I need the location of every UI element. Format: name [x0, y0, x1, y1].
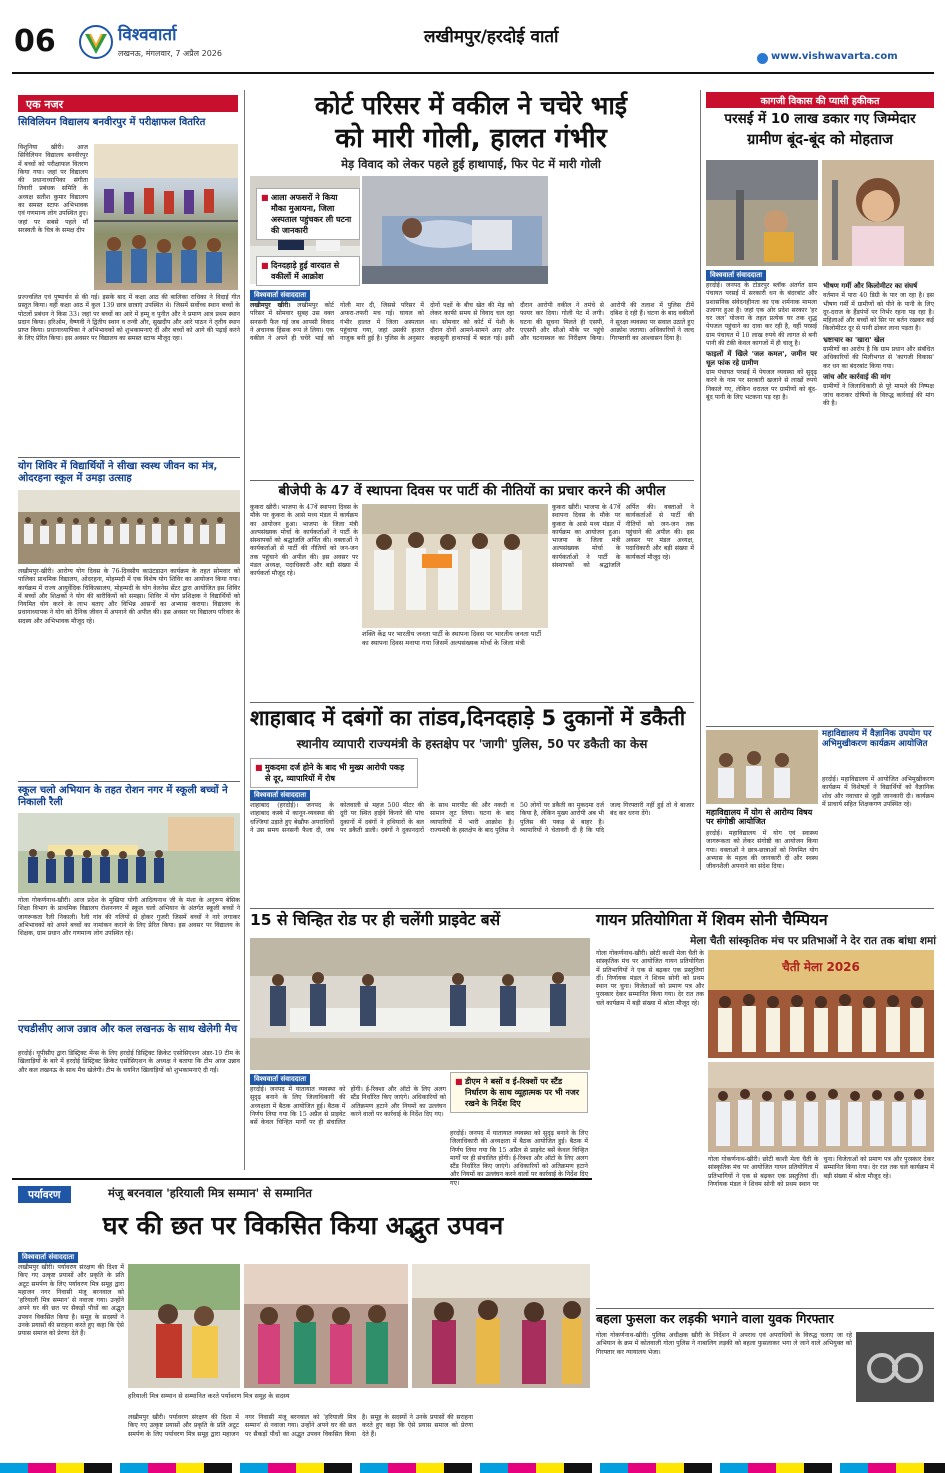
main-text-body: लखीमपुर कोर्ट परिसर में सोमवार सुबह उस वक्त सनसनी फैल गई जब आपसी विवाद ने अचानक हिंसक रूप ले लिया। एक वकील ने अपने ही चचेरे भाई को गोली मार दी, जिससे परिसर में अफरा-तफरी मच गई। घायल को गंभीर हालत में जिला अस्पताल पहुंचाया गया, जहां उसकी हालत नाजुक बनी हुई है। पुलिस के अनुसार दोनों पक्षों के बीच खेत की मेड़ को लेकर काफी समय से विवाद चल रहा था। सोमवार को कोर्ट में पेशी के दौरान दोनों आमने-सामने आए और कहासुनी हाथापाई में बदल गई। इसी दौरान आरोपी वकील ने तमंचे से फायर कर दिया। गोली पेट में लगी। घटना की सूचना मिलते ही एसपी, एएसपी और सीओ मौके पर पहुंचे और घटनास्थल का निरीक्षण किया। आरोपी की तलाश में पुलिस टीमें दबिश दे रही हैं। घटना के बाद वकीलों ने सुरक्षा व्यवस्था पर सवाल उठाते हुए आक्रोश जताया। अधिकारियों ने जल्द गिरफ्तारी का आश्वासन दिया है। [250, 302, 694, 343]
right-top-photo-1 [706, 160, 818, 266]
college-photo [706, 730, 818, 804]
road-headline: 15 से चिन्हित रोड पर ही चलेंगी प्राइवेट बसें [250, 911, 501, 929]
main-dateline: लखीमपुर खीरी। [250, 302, 291, 309]
right-top-text-e: ग्रामीणों ने जिलाधिकारी से पूरे मामले की निष्पक्ष जांच कराकर दोषियों के विरुद्ध कार्रवाई की मांग की है। [823, 383, 934, 407]
right-top-text-a: हरदोई। जनपद के टोडरपुर ब्लॉक अंतर्गत ग्राम पंचायत परसई में सरकारी धन के बंदरबांट और प्रशासनिक संवेदनहीनता का एक शर्मनाक मामला उजागर हुआ है। जहां एक ओर प्रदेश सरकार 'हर घर जल' योजना के तहत प्रत्येक घर तक शुद्ध पेयजल पहुंचाने का दावा कर रही है, वहीं परसई ग्राम पंचायत में 10 लाख रुपये की लागत से बनी पानी की टंकी केवल कागजों में ही चालू है। [706, 282, 817, 348]
brief1-headline: सिविलियन विद्यालय बनवीरपुर में परीक्षाफल वितरित [18, 117, 206, 128]
kidnap-text: गोला गोकर्णनाथ-खीरी। पुलिस अधीक्षक खीरी के निर्देशन में अपराध एवं अपराधियों के विरुद्ध चलाए जा रहे अभियान के क्रम में कोतवाली गोला पुलिस ने नाबालिग लड़की को बहला फुसलाकर भगा ले जाने वाले अभियुक्त को गिरफ्तार कर न्यायालय भेजा। [596, 1332, 852, 1356]
main-callout-1-text: आला अफसरों ने किया मौका मुआयना, जिला अस्पताल पहुंचकर ली घटना की जानकारी [271, 193, 352, 235]
registration-strip [0, 1463, 945, 1473]
main-callout-2: ■ दिनदहाड़े हुई वारदात से वकीलों में आक्रोश [256, 256, 360, 286]
brief3-text: गोला गोकर्णनाथ-खीरी। आज प्रदेश के मुखिया योगी आदित्यनाथ जी के मंशा के अनुरूप बेसिक शिक्षा विभाग के प्राथमिक विद्यालय रोशननगर में स्कूल चलो अभियान के अंतर्गत स्कूली बच्चों ने जागरूकता रैली निकाली। रैली गांव की गलियों से होकर गुजरी जिसमें बच्चों ने नारे लगाकर अभिभावकों को अपने बच्चों का नामांकन कराने के लिए प्रेरित किया। इस अवसर पर विद्यालय के शिक्षक, ग्राम प्रधान और गणमान्य लोग उपस्थित रहे। [18, 897, 240, 938]
singing-text: गोला गोकर्णनाथ-खीरी। छोटी काशी मेला चैती के सांस्कृतिक मंच पर आयोजित गायन प्रतियोगिता में प्रतिभागियों ने एक से बढ़कर एक प्रस्तुतियां दीं। निर्णायक मंडल ने शिवम सोनी को प्रथम स्थान पर चुना। विजेताओं को प्रमाण पत्र और पुरस्कार देकर सम्मानित किया गया। देर रात तक चले कार्यक्रम में बड़ी संख्या में श्रोता मौजूद रहे। [596, 950, 704, 1007]
main-headline-line2: को मारी गोली, हालत गंभीर [335, 123, 607, 154]
paper-name: विश्ववार्ता [118, 25, 177, 45]
environment-text: लखीमपुर खीरी। पर्यावरण संरक्षण की दिशा में किए गए उत्कृष्ट प्रयासों और प्रकृति के प्रति अटूट समर्पण के लिए पर्यावरण मित्र समूह द्वारा महाजन नगर निवासी मंजू बरनवाल को 'हरियाली मित्र सम्मान' से नवाजा गया। उन्होंने अपने घर की छत पर सैकड़ों पौधों का अद्भुत उपवन विकसित किया है। समूह के सदस्यों ने उनके प्रयासों की सराहना करते हुए कहा कि ऐसे प्रयास समाज को प्रेरणा देते हैं। [18, 1264, 124, 1338]
website-link[interactable]: www.vishwavarta.com [771, 51, 898, 62]
right-top-subhead-1: फाइलों में खिले 'जल कमल', जमीन पर धूल फांक रहे ग्रामीण [706, 350, 817, 367]
right-top-text-b: ग्राम पंचायत परसई में पेयजल व्यवस्था को सुदृढ़ करने के नाम पर सरकारी खजाने से लाखों रुपये निकाले गए, लेकिन धरातल पर ग्रामीणों को बूंद-बूंद पानी के लिए भटकना पड़ रहा है। [706, 368, 817, 401]
shahabad-headline: शाहाबाद में दबंगों का तांडव,दिनदहाड़े 5 दुकानों में डकैती [250, 706, 686, 730]
globe-icon [757, 53, 768, 64]
environment-photo-1 [128, 1264, 240, 1388]
road-callout-text: डीएम ने बसों व ई-रिक्शों पर स्टैंड निर्धारण के साथ व्यूहात्मक पर भी नजर रखने के निर्देश दिए [465, 1077, 580, 1108]
brief3-headline: स्कूल चलो अभियान के तहत रोशन नगर में स्कूली बच्चों ने निकाली रैली [18, 785, 228, 808]
bjp-text: कुकरा खीरी। भाजपा के 47वें स्थापना दिवस के मौके पर कुकरा के आसे मध्य मंडल में कार्यक्रम का आयोजन हुआ। भाजपा के जिला मंत्री अल्पसंख्यक मोर्चा के कार्यकर्ताओं ने पार्टी के संस्थापकों को श्रद्धांजलि अर्पित की। वक्ताओं ने कार्यकर्ताओं से पार्टी की नीतियों को जन-जन तक पहुंचाने की अपील की। इस अवसर पर मंडल अध्यक्ष, पदाधिकारी और बड़ी संख्या में कार्यकर्ता मौजूद रहे। [250, 504, 358, 578]
college-text: हरदोई। महाविद्यालय में योग एवं स्वास्थ्य जागरूकता को लेकर संगोष्ठी का आयोजन किया गया। वक्ताओं ने छात्र-छात्राओं को नियमित योग अभ्यास के महत्व की जानकारी दी और स्वस्थ जीवनशैली अपनाने का संदेश दिया। [706, 830, 818, 871]
main-headline-line1: कोर्ट परिसर में वकील ने चचेरे भाई [314, 91, 628, 120]
brief2-headline: योग शिविर में विद्यार्थियों ने सीखा स्वस्थ जीवन का मंत्र, ओदरहना स्कूल में उमड़ा उत्साह [18, 461, 218, 484]
environment-photo-3 [412, 1264, 590, 1388]
road-callout: ■ डीएम ने बसों व ई-रिक्शों पर स्टैंड निर्धारण के साथ व्यूहात्मक पर भी नजर रखने के निर्देश दिए [450, 1072, 588, 1113]
college-headline: महाविद्यालय में योग से आरोग्य विषय पर संगोष्ठी आयोजित [706, 808, 813, 827]
main-callout-1: ■ आला अफसरों ने किया मौका मुआयना, जिला अस्पताल पहुंचकर ली घटना की जानकारी [256, 188, 360, 240]
right-top-tag: कागजी विकास की प्यासी हकीकत [706, 92, 934, 108]
environment-headline: घर की छत पर विकसित किया अद्भुत उपवन [102, 1211, 504, 1240]
environment-text-2 [128, 1414, 590, 1450]
bjp-caption: शक्ति केंद्र पर भारतीय जनता पार्टी के स्थापना दिवस पर भारतीय जनता पार्टी का स्थापना दिवस मनाया गया जिसमें अल्पसंख्यक मोर्चा के जिला मंत्री [362, 630, 542, 647]
bjp-text-right [552, 504, 694, 700]
environment-kicker: मंजू बरनवाल 'हरियाली मित्र सम्मान' से सम्मानित [108, 1186, 312, 1200]
shahabad-bureau: विश्ववार्ता संवाददाता [250, 790, 310, 801]
right-top-subhead-4: जांच और कार्रवाई की मांग [823, 372, 891, 381]
brief4-text: हरदोई। यूपीसीए द्वारा डिस्ट्रिक्ट मेंन्स के लिए हरदोई डिस्ट्रिक्ट क्रिकेट एसोसिएशन अंडर-19 टीम के खिलाड़ियों के बारे में हरदोई डिस्ट्रिक्ट क्रिकेट एसोसिएशन के अध्यक्ष ने बताया कि टीम आज उन्नाव और कल लखनऊ के साथ मैच खेलेगी। टीम के चयनित खिलाड़ियों को शुभकामनाएं दी गईं। [18, 1050, 240, 1074]
road-text-right [450, 1130, 588, 1187]
brief4-headline: एचडीसीए आज उन्नाव और कल लखनऊ के साथ खेलेगी मैच [18, 1024, 238, 1035]
singing-photo-1 [708, 950, 934, 1058]
singing-subheadline: मेला चैती सांस्कृतिक मंच पर प्रतिभाओं ने देर रात तक बांधा शमां [690, 935, 936, 947]
right-top-bureau: विश्ववार्ता संवाददाता [706, 270, 766, 281]
bjp-headline: बीजेपी के 47 वें स्थापना दिवस पर पार्टी की नीतियों का प्रचार करने की अपील [278, 483, 666, 499]
shahabad-text: शाहाबाद (हरदोई)। जनपद के शाहाबाद कस्बे में कानून-व्यवस्था की धज्जियां उड़ाते हुए बेखौफ अपराधियों ने उस समय सनसनी फैला दी, जब कोतवाली से महज 500 मीटर की दूरी पर स्थित हाईवे किनारे की पांच दुकानों में दबंगों ने हथियारों के बल पर डकैती डाली। दबंगों ने दुकानदारों के साथ मारपीट की और नकदी व सामान लूट लिया। घटना के बाद व्यापारियों में भारी आक्रोश है। राज्यमंत्री के हस्तक्षेप के बाद पुलिस ने 50 लोगों पर डकैती का मुकदमा दर्ज किया है, लेकिन मुख्य आरोपी अब भी पुलिस की पकड़ से बाहर है। व्यापारियों ने चेतावनी दी है कि यदि जल्द गिरफ्तारी नहीं हुई तो वे बाजार बंद कर धरना देंगे। [250, 802, 694, 834]
kidnap-photo [856, 1332, 934, 1402]
environment-photo-2 [244, 1264, 408, 1388]
brief1-text-b: प्रज्ज्वलित एवं पुष्पार्चन से की गई। इसके बाद में कक्षा आठ की बालिका राधिका ने विदाई गीत प्रस्तुत किया। वहीं कक्षा आठ में कुल 139 छात्र छात्राएं उपस्थित थे। जिसमें सर्वोच्च स्थान बच्चों के पोटलों प्रबंधन ने किस 33। जहां पर बच्चों का आरे में हम्मू व पुनीत और ने प्रमाण आत्र प्रथम स्थान प्रदान किया। हरिओम, वैष्णवी ने द्वितीय स्थान व तन्वी और, सुखदीप और आरे पाठन ने तृतीय स्थान प्राप्त किया। प्रधानाध्यापिका ने अभिभावकों को शुभकामनाएं दीं और बच्चों को आगे की पढ़ाई करने के लिए प्रेरित किया। इस अवसर पर विद्यालय का समस्त स्टाफ मौजूद रहा। [18, 294, 240, 343]
kidnap-headline: बहला फुसला कर लड़की भगाने वाला युवक गिरफ्तार [596, 1311, 834, 1326]
page-number: 06 [14, 24, 56, 59]
brief2-text: लखीमपुर-खीरी। आरोग्य योग दिवस के 76-दिवसीय काउंटडाउन कार्यक्रम के तहत सोमवार को पालिका प्राथमिक विद्यालय, ओदरहना, मोहम्मदी में एक विशेष योग शिविर का आयोजन किया गया। कार्यक्रम में राज्य आयुर्वेदिक चिकित्सालय, मोहम्मदी के योग वेलनेस सेंटर द्वारा आयोजित इस शिविर में बच्चों और शिक्षकों ने योग की बारीकियों को समझा। शिविर में योग प्रशिक्षक ने विद्यार्थियों को नियमित योग करने के लाभ बताए और विभिन्न आसनों का अभ्यास कराया। विद्यालय के प्रधानाध्यापक ने योग को दैनिक जीवन में अपनाने की अपील की। इस अवसर पर विद्यालय परिवार के सदस्य और अभिभावक मौजूद रहे। [18, 568, 240, 625]
brief3-photo [18, 813, 240, 893]
right-top-subhead-2: भीषण गर्मी और किलोमीटर का संघर्ष [823, 282, 918, 290]
section-title: लखीमपुर/हरदोई वार्ता [424, 27, 559, 47]
road-bureau: विश्ववार्ता संवाददाता [250, 1074, 310, 1085]
singing-text-right [708, 1156, 934, 1206]
shahabad-callout: ■ मुकदमा दर्ज होने के बाद भी मुख्य आरोपी पकड़ से दूर, व्यापारियों में रोष [250, 758, 418, 788]
bjp-text-right-body: कुकरा खीरी। भाजपा के 47वें स्थापना दिवस के मौके पर कुकरा के आसे मध्य मंडल में कार्यक्रम का आयोजन हुआ। भाजपा के जिला मंत्री अल्पसंख्यक मोर्चा के कार्यकर्ताओं ने पार्टी के संस्थापकों को श्रद्धांजलि अर्पित की। वक्ताओं ने कार्यकर्ताओं से पार्टी की नीतियों को जन-जन तक पहुंचाने की अपील की। इस अवसर पर मंडल अध्यक्ष, पदाधिकारी और बड़ी संख्या में कार्यकर्ता मौजूद रहे। [552, 504, 694, 570]
college-side-headline: महाविद्यालय में वैज्ञानिक उपयोग पर अभिमुखीकरण कार्यक्रम आयोजित [822, 729, 932, 749]
right-top-photo-2 [822, 160, 934, 266]
main-photo-right [362, 176, 548, 284]
road-photo [250, 938, 590, 1070]
main-callout-2-text: दिनदहाड़े हुई वारदात से वकीलों में आक्रोश [271, 261, 340, 281]
environment-caption: हरियाली मित्र सम्मान से सम्मानित करते पर्यावरण मित्र समूह के सदस्य [128, 1392, 290, 1400]
shahabad-subheadline: स्थानीय व्यापारी राज्यमंत्री के हस्तक्षेप पर 'जागी' पुलिस, 50 पर डकैती का केस [296, 737, 648, 751]
road-text-right-body: हरदोई। जनपद में यातायात व्यवस्था को सुदृढ़ बनाने के लिए जिलाधिकारी की अध्यक्षता में बैठक आयोजित हुई। बैठक में निर्णय लिया गया कि 15 अप्रैल से प्राइवेट बसें केवल चिन्हित मार्गों पर ही संचालित होंगी। ई-रिक्शा और ऑटो के लिए अलग स्टैंड निर्धारित किए जाएंगे। अधिकारियों को अतिक्रमण हटाने और नियमों का उल्लंघन करने वालों पर कार्रवाई के निर्देश दिए गए। [450, 1130, 588, 1187]
environment-tag: पर्यावरण [18, 1186, 71, 1203]
singing-photo-2 [708, 1062, 934, 1152]
right-top-text-c: वर्तमान में पारा 40 डिग्री के पार जा रहा है। इस भीषण गर्मी में ग्रामीणों को पीने के पानी के लिए दूर-दराज के हैंडपंपों पर निर्भर रहना पड़ रहा है। महिलाओं और बच्चों को सिर पर बर्तन रखकर कई किलोमीटर दूर से पानी ढोकर लाना पड़ता है। [823, 292, 934, 333]
right-top-text-d: ग्रामीणों का आरोप है कि ग्राम प्रधान और संबंधित अधिकारियों की मिलीभगत से 'कागजी विकास' कर धन का बंदरबांट किया गया। [823, 346, 934, 370]
main-subheadline: मेड़ विवाद को लेकर पहले हुई हाथापाई, फिर पेट में मारी गोली [341, 157, 601, 171]
brief1-text-a: विशुनिया खीरी। आज सिविलियन विद्यालय बनवीरपुर में बच्चों को परीक्षाफल वितरण किया गया। जहां पर विद्यालय की प्रधानाध्यापिका संगीता तिवारी प्रबंधक समिति के अध्यक्ष सतीश कुमार विद्यालय का समस्त स्टाफ अभिभावक एवं गणमान्य लोग उपस्थित हुए। जहां पर सबसे पहले माँ सरस्वती के चित्र के समक्ष दीप [18, 144, 89, 234]
right-top-headline-2: ग्रामीण बूंद-बूंद को मोहताज [747, 132, 893, 148]
college-side-text: हरदोई। महाविद्यालय में आयोजित अभिमुखीकरण कार्यक्रम में विशेषज्ञों ने विद्यार्थियों को वैज्ञानिक शोध और नवाचार से जुड़ी जानकारी दी। कार्यक्रम में प्राचार्य सहित शिक्षकगण उपस्थित रहे। [822, 776, 934, 808]
singing-headline: गायन प्रतियोगिता में शिवम सोनी चैम्पियन [596, 911, 828, 929]
singing-photo-banner: चैती मेला 2026 [782, 960, 860, 974]
masthead [0, 0, 945, 76]
main-bureau: विश्ववार्ता संवाददाता [250, 290, 310, 301]
shahabad-callout-text: मुकदमा दर्ज होने के बाद भी मुख्य आरोपी पकड़ से दूर, व्यापारियों में रोष [265, 763, 405, 783]
brief1-photo [94, 144, 238, 290]
road-text: हरदोई। जनपद में यातायात व्यवस्था को सुदृढ़ बनाने के लिए जिलाधिकारी की अध्यक्षता में बैठक आयोजित हुई। बैठक में निर्णय लिया गया कि 15 अप्रैल से प्राइवेट बसें केवल चिन्हित मार्गों पर ही संचालित होंगी। ई-रिक्शा और ऑटो के लिए अलग स्टैंड निर्धारित किए जाएंगे। अधिकारियों को अतिक्रमण हटाने और नियमों का उल्लंघन करने वालों पर कार्रवाई के निर्देश दिए गए। [250, 1086, 446, 1127]
ek-nazar-tag: एक नजर [18, 95, 238, 112]
paper-logo-icon [78, 24, 114, 60]
right-top-headline-1: परसई में 10 लाख डकार गए जिम्मेदार [724, 111, 916, 127]
environment-text-2-body: लखीमपुर खीरी। पर्यावरण संरक्षण की दिशा में किए गए उत्कृष्ट प्रयासों और प्रकृति के प्रति अटूट समर्पण के लिए पर्यावरण मित्र समूह द्वारा महाजन नगर निवासी मंजू बरनवाल को 'हरियाली मित्र सम्मान' से नवाजा गया। उन्होंने अपने घर की छत पर सैकड़ों पौधों का अद्भुत उपवन विकसित किया है। समूह के सदस्यों ने उनके प्रयासों की सराहना करते हुए कहा कि ऐसे प्रयास समाज को प्रेरणा देते हैं। [128, 1414, 473, 1438]
brief2-photo [18, 490, 240, 564]
environment-bureau: विश्ववार्ता संवाददाता [18, 1252, 78, 1263]
edition-line: लखनऊ, मंगलवार, 7 अप्रैल 2026 [118, 49, 222, 58]
bjp-photo [362, 504, 548, 628]
right-top-subhead-3: भ्रष्टाचार का 'खारा' खेल [823, 335, 885, 344]
singing-text-right-body: गोला गोकर्णनाथ-खीरी। छोटी काशी मेला चैती के सांस्कृतिक मंच पर आयोजित गायन प्रतियोगिता में प्रतिभागियों ने एक से बढ़कर एक प्रस्तुतियां दीं। निर्णायक मंडल ने शिवम सोनी को प्रथम स्थान पर चुना। विजेताओं को प्रमाण पत्र और पुरस्कार देकर सम्मानित किया गया। देर रात तक चले कार्यक्रम में बड़ी संख्या में श्रोता मौजूद रहे। [708, 1156, 934, 1188]
main-text [250, 302, 694, 478]
right-top-text [706, 282, 934, 722]
